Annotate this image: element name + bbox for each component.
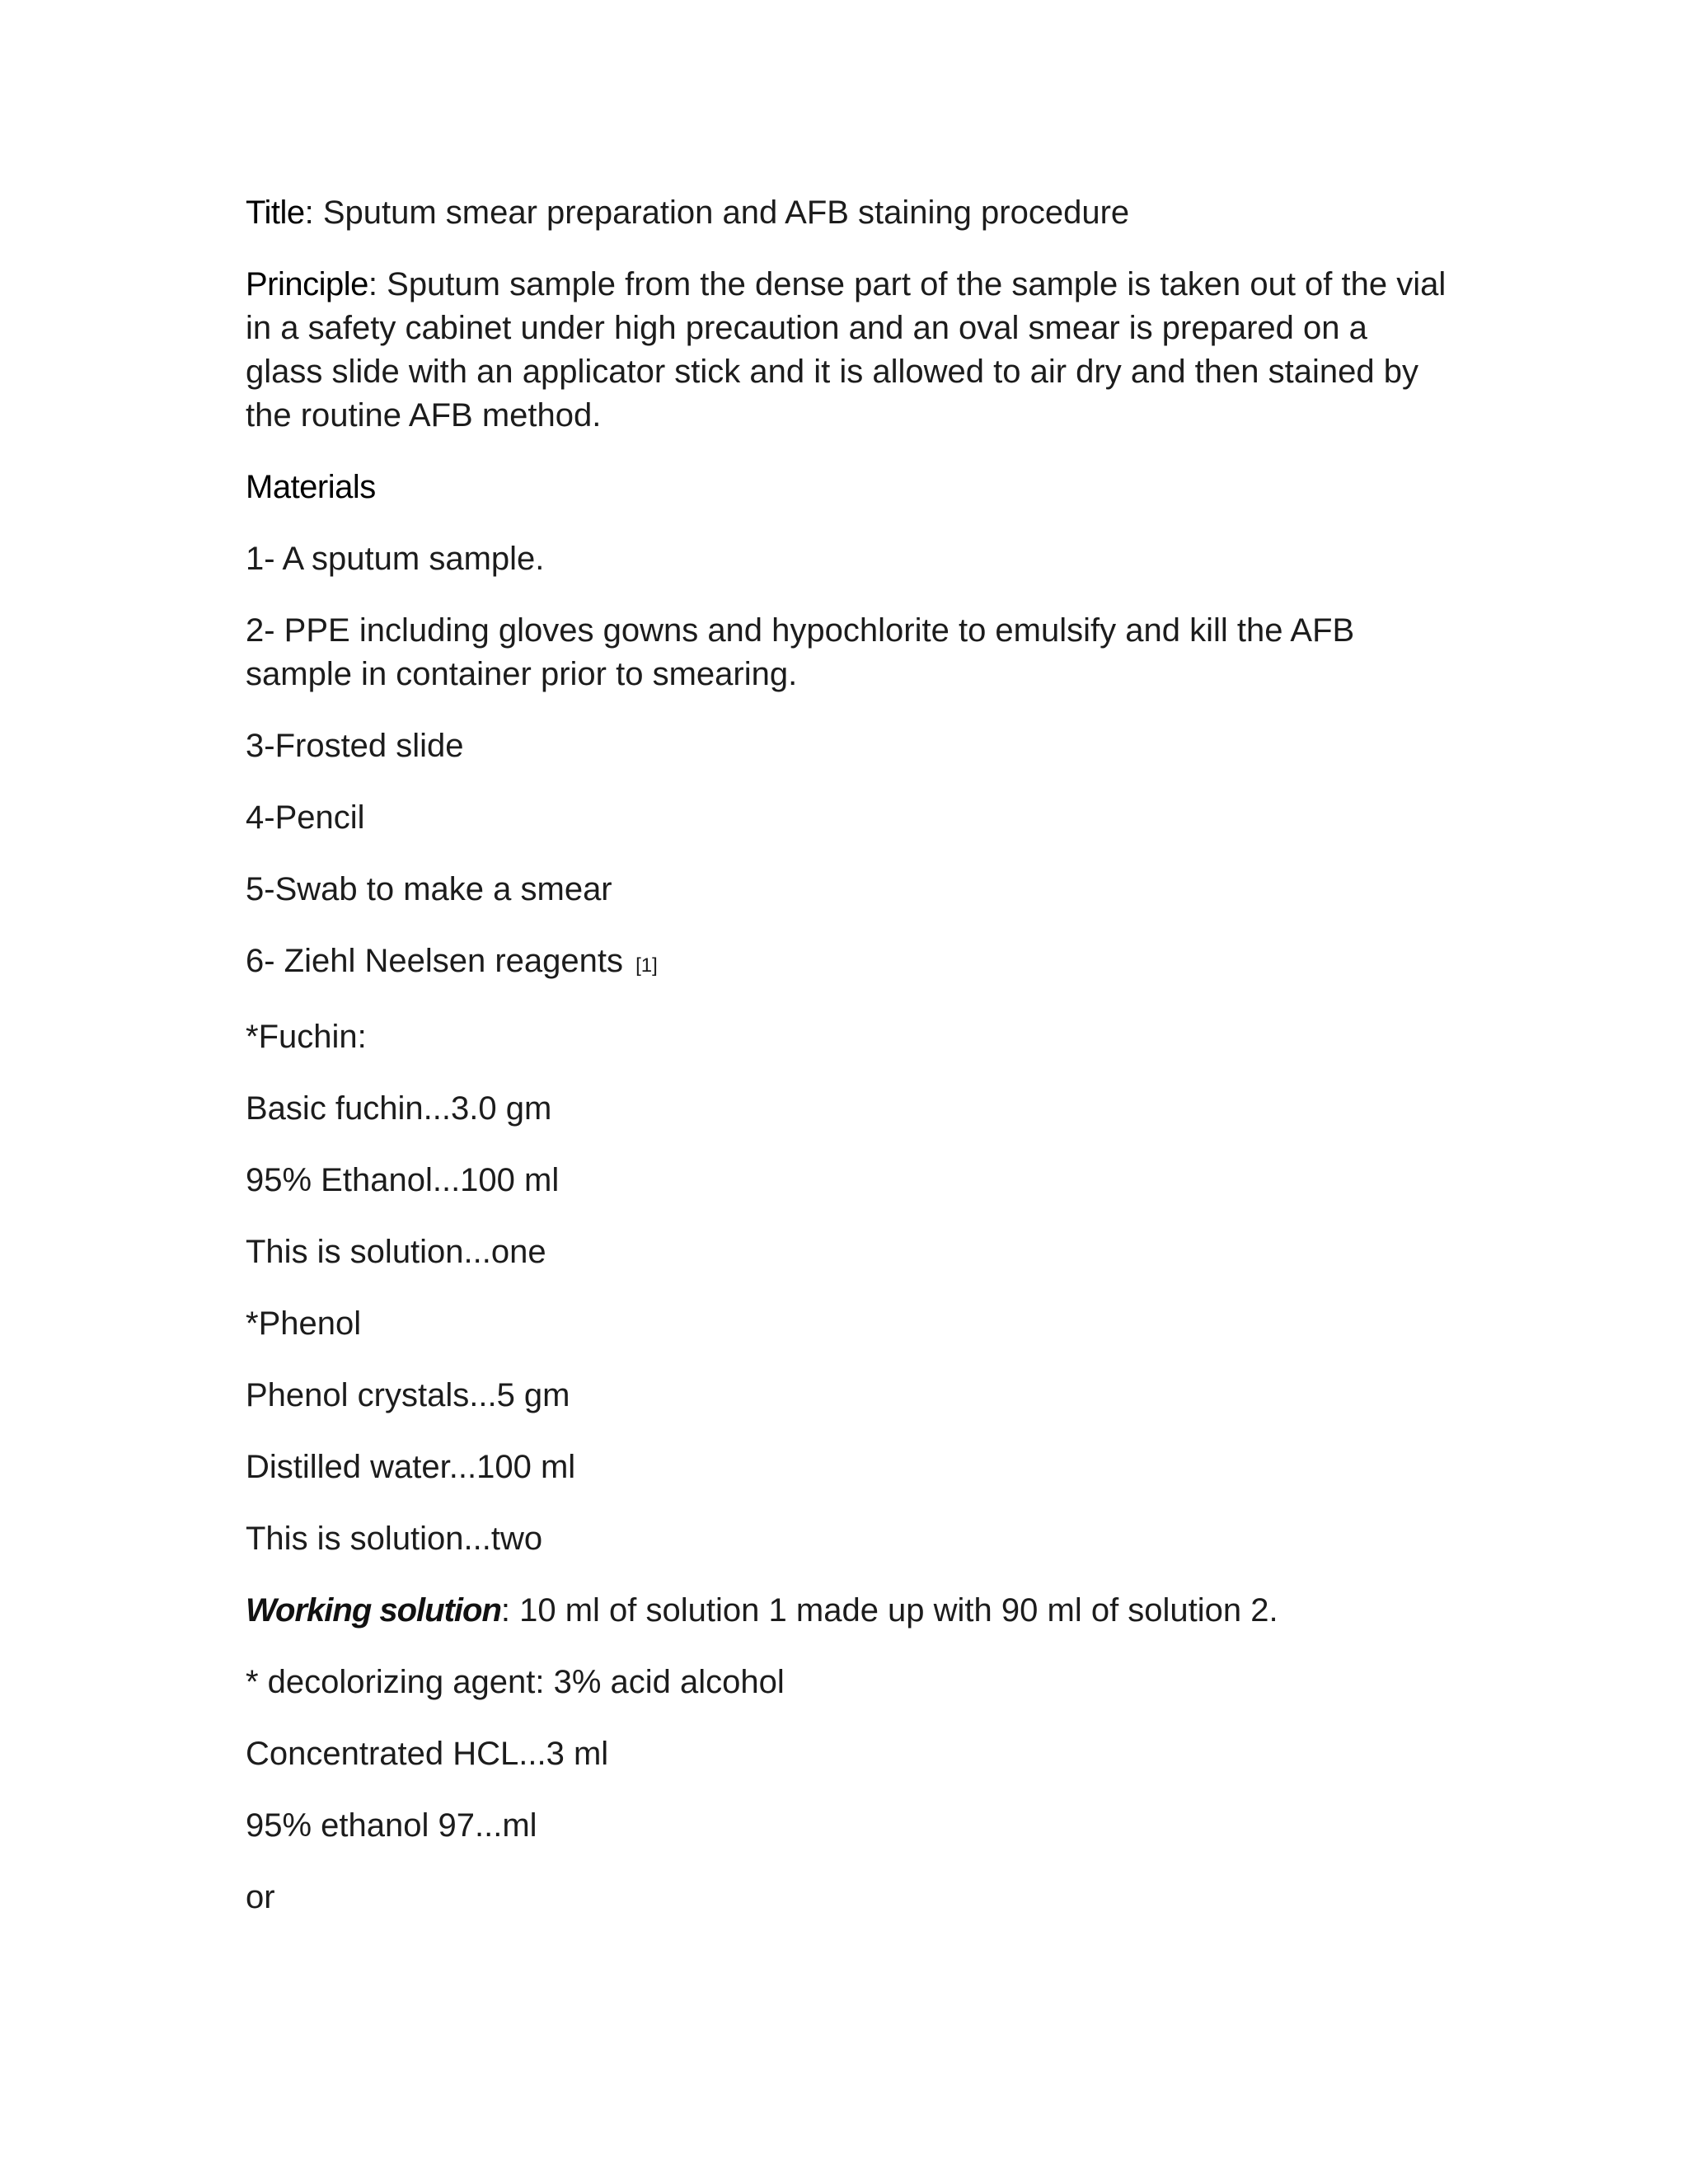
- fuchin-line: Basic fuchin...3.0 gm: [246, 1090, 552, 1127]
- solution-two-note: This is solution...two: [246, 1521, 543, 1557]
- material-item-4: 4-Pencil: [246, 799, 365, 836]
- working-solution-label: Working solution: [246, 1592, 501, 1629]
- working-solution-text: : 10 ml of solution 1 made up with 90 ml of solution 2.: [500, 1592, 1278, 1629]
- decolorizing-line: 95% ethanol 97...ml: [246, 1807, 537, 1844]
- title-line: [246, 191, 1449, 235]
- decolorizing-or: or: [246, 1879, 275, 1915]
- material-item-1: 1- A sputum sample.: [246, 541, 545, 577]
- principle-text: : Sputum sample from the dense part of the sample is taken out of the vial in a safety cabinet under high precaution and an oval smear is prepared on a glass slide with an applicator stick and it is allowed to air dry and then stained by the routine AFB method.: [246, 266, 1447, 434]
- solution-one-note: This is solution...one: [246, 1234, 546, 1270]
- material-item-3: 3-Frosted slide: [246, 728, 464, 764]
- fuchin-line: 95% Ethanol...100 ml: [246, 1162, 560, 1198]
- decolorizing-line: Concentrated HCL...3 ml: [246, 1736, 609, 1772]
- decolorizing-heading: * decolorizing agent: 3% acid alcohol: [246, 1664, 785, 1700]
- phenol-line: Phenol crystals...5 gm: [246, 1377, 570, 1413]
- working-solution-line: [246, 1589, 1449, 1633]
- material-item-2: 2- PPE including gloves gowns and hypochlorite to emulsify and kill the AFB sample in container prior to smearing.: [246, 612, 1355, 692]
- fuchin-heading: *Fuchin:: [246, 1019, 367, 1055]
- phenol-line: Distilled water...100 ml: [246, 1449, 576, 1485]
- reference-link[interactable]: [1]: [635, 954, 658, 977]
- title-text: : Sputum smear preparation and AFB staining procedure: [304, 194, 1130, 231]
- principle-label: Principle: [246, 266, 368, 302]
- material-item-5: 5-Swab to make a smear: [246, 871, 612, 907]
- document-page: [246, 191, 1449, 1947]
- title-label: Title: [246, 194, 305, 231]
- material-item-6: [246, 940, 1449, 987]
- phenol-heading: *Phenol: [246, 1305, 362, 1342]
- reagents-text: 6- Ziehl Neelsen reagents: [246, 943, 633, 979]
- materials-heading: Materials: [246, 469, 376, 505]
- principle-paragraph: [246, 263, 1449, 438]
